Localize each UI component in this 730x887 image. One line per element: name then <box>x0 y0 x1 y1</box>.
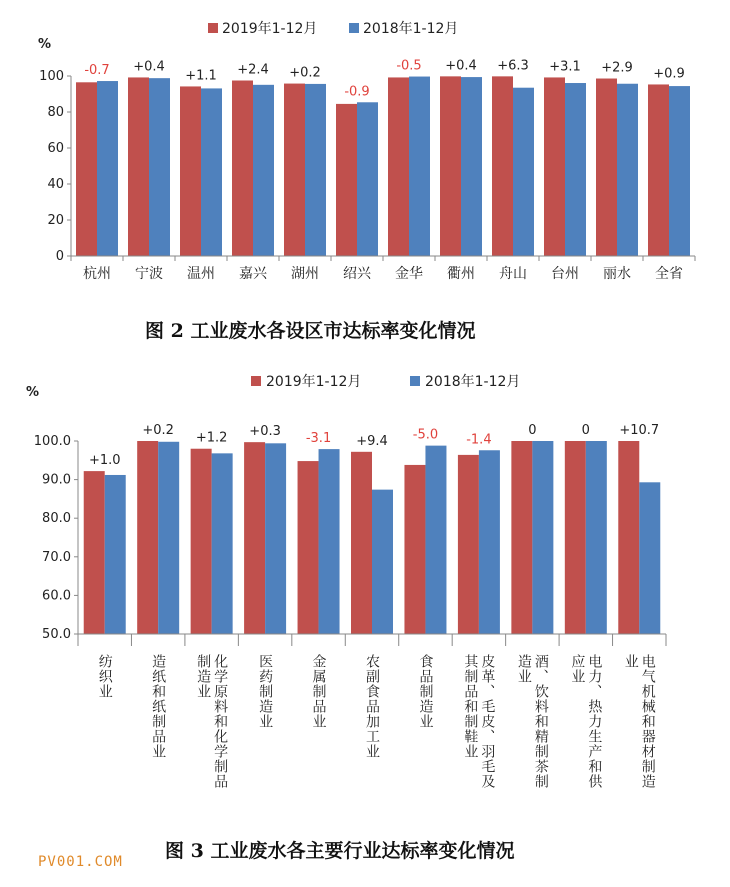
category-label: 温州 <box>187 266 215 282</box>
chart2-caption: 图 3 工业废水各主要行业达标率变化情况 <box>165 840 515 862</box>
bar-2019 <box>191 449 212 634</box>
bar-2019 <box>492 76 513 256</box>
bar-2019 <box>596 79 617 256</box>
bar-2019 <box>458 455 479 634</box>
category-label: 金属制品业 <box>310 654 327 729</box>
chart1-caption: 图 2 工业废水各设区市达标率变化情况 <box>145 320 476 342</box>
change-label: -5.0 <box>412 427 439 443</box>
chart2-legend-label-2018: 2018年1-12月 <box>425 374 521 390</box>
chart1 <box>38 20 695 342</box>
bar-2019 <box>76 82 97 256</box>
chart1-legend-label-2019: 2019年1-12月 <box>222 21 318 37</box>
category-label: 应业 <box>569 654 586 684</box>
bar-2018 <box>532 441 553 634</box>
bar-2018 <box>639 482 660 634</box>
category-label: 舟山 <box>499 266 527 282</box>
bar-2018 <box>425 446 446 634</box>
chart2-legend-label-2019: 2019年1-12月 <box>266 374 362 390</box>
category-label: 皮革、毛皮、羽毛及 <box>479 654 496 789</box>
change-label: +1.2 <box>195 430 228 446</box>
bar-2019 <box>336 104 357 256</box>
category-label: 业 <box>622 654 639 669</box>
change-label: +10.7 <box>619 423 660 438</box>
bar-2018 <box>201 88 222 256</box>
bar-2019 <box>137 441 158 634</box>
category-label: 金华 <box>395 266 423 282</box>
chart1-unit: % <box>38 37 52 52</box>
bar-2018 <box>479 450 500 634</box>
bar-2018 <box>158 442 179 634</box>
y-tick-label: 60.0 <box>42 588 71 604</box>
change-label: +0.4 <box>445 58 477 74</box>
y-tick-label: 0 <box>55 249 64 264</box>
category-label: 丽水 <box>603 266 631 282</box>
bar-2018 <box>372 490 393 634</box>
bar-2019 <box>404 465 425 634</box>
category-label: 全省 <box>655 266 683 282</box>
y-tick-label: 70.0 <box>42 549 71 565</box>
bar-2018 <box>253 85 274 256</box>
change-label: +0.3 <box>249 424 281 440</box>
change-label: +2.9 <box>601 60 633 76</box>
y-tick-label: 100 <box>39 69 64 84</box>
chart2-legend-swatch-2019 <box>251 376 261 386</box>
bar-2018 <box>409 77 430 256</box>
bar-2019 <box>84 471 105 634</box>
watermark-text: PV001.COM <box>38 854 123 870</box>
category-label: 电力、热力生产和供 <box>586 654 603 789</box>
category-label: 电气机械和器材制造 <box>639 654 656 789</box>
chart1-bars <box>76 76 690 256</box>
bar-2018 <box>586 441 607 634</box>
bar-2018 <box>305 84 326 256</box>
bar-2019 <box>351 452 372 634</box>
bar-2019 <box>128 77 149 256</box>
bar-2018 <box>461 77 482 256</box>
chart1-annotations <box>84 58 684 99</box>
bar-2018 <box>265 443 286 634</box>
change-label: 0 <box>528 423 537 438</box>
change-label: +2.4 <box>237 62 269 78</box>
category-label: 嘉兴 <box>239 266 267 282</box>
change-label: +0.2 <box>289 65 321 81</box>
change-label: +6.3 <box>497 58 529 74</box>
chart2-legend-swatch-2018 <box>410 376 420 386</box>
category-label: 造业 <box>515 654 532 684</box>
bar-2019 <box>180 86 201 256</box>
y-tick-label: 40 <box>47 177 64 192</box>
change-label: -0.5 <box>396 58 422 74</box>
category-label: 酒、饮料和精制茶制 <box>532 654 549 789</box>
bar-2018 <box>105 475 126 634</box>
bar-2018 <box>617 84 638 256</box>
y-tick-label: 50.0 <box>42 627 71 642</box>
category-label: 农副食品加工业 <box>364 654 380 759</box>
change-label: 0 <box>581 423 590 438</box>
bar-2018 <box>513 88 534 256</box>
bar-2019 <box>388 77 409 256</box>
bar-2019 <box>244 442 265 634</box>
bar-2018 <box>149 78 170 256</box>
bar-2019 <box>565 441 586 634</box>
chart1-y-axis <box>39 69 71 264</box>
bar-2019 <box>618 441 639 634</box>
category-label: 造纸和纸制品业 <box>150 654 167 759</box>
y-tick-label: 100.0 <box>33 434 71 449</box>
chart2-categories <box>78 634 666 789</box>
bar-2018 <box>97 81 118 256</box>
category-label: 纺织业 <box>96 654 113 699</box>
category-label: 衢州 <box>447 266 475 282</box>
category-label: 化学原料和化学制品 <box>212 654 229 789</box>
category-label: 制造业 <box>195 654 212 699</box>
bar-2019 <box>232 81 253 257</box>
chart1-legend-swatch-2018 <box>349 23 359 33</box>
change-label: +0.4 <box>133 59 165 75</box>
change-label: +0.2 <box>142 423 174 438</box>
change-label: -3.1 <box>305 431 332 447</box>
change-label: -0.7 <box>84 63 110 79</box>
chart2-y-axis <box>34 434 78 642</box>
change-label: +3.1 <box>549 59 581 75</box>
category-label: 其制品和制鞋业 <box>462 654 479 759</box>
category-label: 湖州 <box>291 266 319 282</box>
category-label: 医药制造业 <box>257 654 274 729</box>
bar-2019 <box>544 77 565 256</box>
bar-2018 <box>212 453 233 634</box>
chart1-categories <box>71 256 695 282</box>
chart2 <box>26 373 666 862</box>
change-label: -1.4 <box>466 432 492 448</box>
category-label: 宁波 <box>135 266 163 282</box>
bar-2018 <box>319 449 340 634</box>
y-tick-label: 80.0 <box>42 511 71 527</box>
change-label: -0.9 <box>344 84 370 100</box>
change-label: +1.1 <box>185 68 217 84</box>
y-tick-label: 60 <box>47 141 64 156</box>
category-label: 台州 <box>551 266 579 282</box>
y-tick-label: 90.0 <box>42 472 71 488</box>
change-label: +1.0 <box>88 453 121 469</box>
bar-2019 <box>440 76 461 256</box>
bar-2018 <box>669 86 690 256</box>
bar-2019 <box>511 441 532 634</box>
bar-2019 <box>284 84 305 256</box>
category-label: 杭州 <box>83 266 111 282</box>
chart1-legend-swatch-2019 <box>208 23 218 33</box>
change-label: +0.9 <box>653 66 685 82</box>
chart2-bars <box>84 441 661 634</box>
category-label: 食品制造业 <box>417 654 434 729</box>
change-label: +9.4 <box>356 433 388 449</box>
bar-2019 <box>648 84 669 256</box>
bar-2018 <box>357 102 378 256</box>
y-tick-label: 20 <box>47 213 64 228</box>
y-tick-label: 80 <box>47 105 64 120</box>
chart2-unit: % <box>26 385 40 400</box>
bar-2018 <box>565 83 586 256</box>
category-label: 绍兴 <box>343 266 371 282</box>
chart1-legend-label-2018: 2018年1-12月 <box>363 21 459 37</box>
bar-2019 <box>298 461 319 634</box>
